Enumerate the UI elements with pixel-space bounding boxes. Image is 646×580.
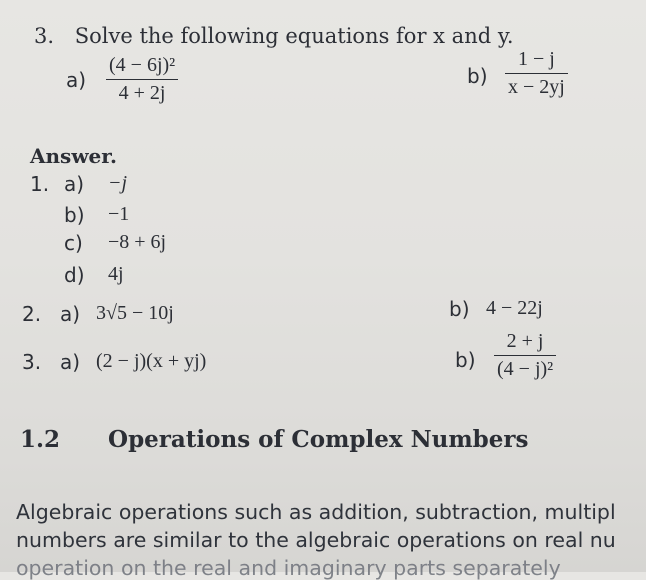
answer-3b-expression xyxy=(494,330,556,381)
answer-2a-label: a) xyxy=(60,302,81,326)
answer-3a-label: a) xyxy=(60,350,81,374)
answer-1b-value: −1 xyxy=(108,203,130,225)
paragraph-line-3: operation on the real and imaginary parts separately xyxy=(16,556,561,580)
section-title: Operations of Complex Numbers xyxy=(108,426,529,453)
problem-a-denominator: 4 + 2j xyxy=(118,82,166,104)
problem-text: Solve the following equations for x and y. xyxy=(74,24,514,48)
problem-number: 3. xyxy=(34,24,55,48)
problem-b-expression xyxy=(505,48,568,99)
answer-3a-value: (2 − j)(x + yj) xyxy=(96,350,207,372)
answer-1d-label: d) xyxy=(64,263,85,287)
problem-a-numerator: (4 − 6j)² xyxy=(109,54,176,76)
paragraph-line-1: Algebraic operations such as addition, subtraction, multipl xyxy=(16,500,616,524)
problem-b-label: b) xyxy=(467,64,488,88)
answer-1b-label: b) xyxy=(64,203,85,227)
problem-3-heading xyxy=(34,24,514,48)
answer-2-number: 2. xyxy=(22,302,42,326)
problem-b-denominator: x − 2yj xyxy=(508,76,565,98)
answer-3-number: 3. xyxy=(22,350,42,374)
section-number: 1.2 xyxy=(20,426,61,453)
answer-1c-value: −8 + 6j xyxy=(108,231,167,253)
answer-1a-label: a) xyxy=(64,172,85,196)
answer-3b-denominator: (4 − j)² xyxy=(497,358,554,380)
answer-3b-numerator: 2 + j xyxy=(506,330,544,352)
problem-a-expression xyxy=(106,54,178,105)
answer-1d-value: 4j xyxy=(108,263,124,285)
answer-1-number: 1. xyxy=(30,172,50,196)
problem-b-numerator: 1 − j xyxy=(518,48,555,70)
answer-1c-label: c) xyxy=(64,231,83,255)
paragraph-line-2: numbers are similar to the algebraic operations on real nu xyxy=(16,528,616,552)
answer-2b-label: b) xyxy=(449,297,470,321)
answer-1a-value: −j xyxy=(108,172,128,194)
section-heading xyxy=(20,426,528,453)
problem-a-label: a) xyxy=(66,68,87,92)
answer-3b-label: b) xyxy=(455,348,476,372)
answer-heading: Answer. xyxy=(30,144,117,168)
answer-2b-value: 4 − 22j xyxy=(486,297,543,319)
answer-2a-value: 3√5 − 10j xyxy=(96,302,174,324)
